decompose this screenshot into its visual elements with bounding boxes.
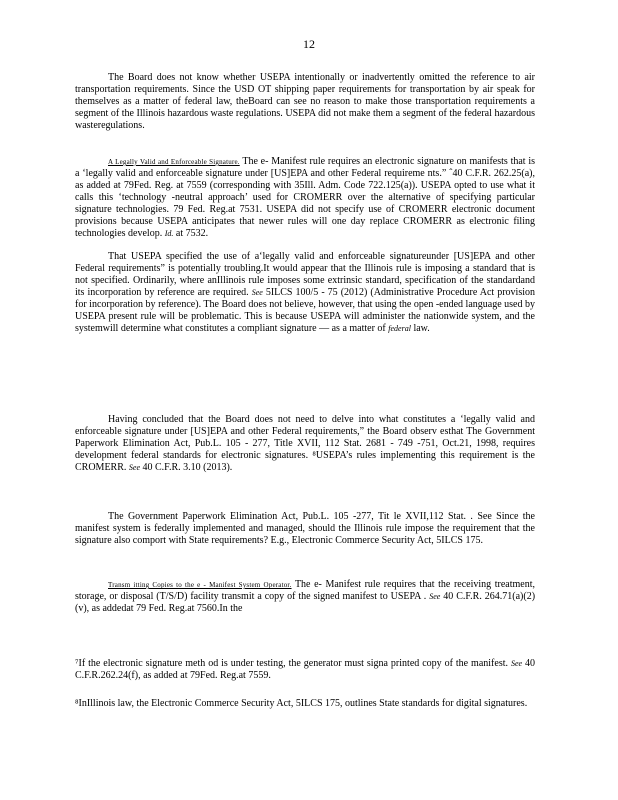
transmitting-text-b: 40 C.F.R. 264.71(a)(2)(v), as addedat 79 Fed. Reg.at 7560.In the [75, 591, 536, 614]
footnote-8: ⁸InIllinois law, the Electronic Commerce Security Act, 5ILCS 175, outlines State standards for digital signatures. [75, 698, 528, 709]
footnote-7-text-b: 40 C.F.R.262.24(f), as added at 79Fed. Reg.at 7559. [75, 658, 535, 681]
having-concluded-text-b: 40 C.F.R. 3.10 (2013). [142, 462, 233, 473]
federal-italic: federal [388, 324, 411, 333]
footnote-7 [75, 658, 535, 682]
transmitting-text-a: The e- Manifest rule requires that the receiving treatment, storage, or disposal (T/S/D) facility transmit a copy of the signed manifest to USEPA . [75, 579, 535, 602]
having-concluded-text-a: Having concluded that the Board does not need to delve into what constitutes a ‘legally valid and enforceable signature under [US]EPA and other Federal requirements,” the Board observ esthat The Government Paperwork Elimination Act, Pub.L. 105 - 277, Title XVII, 112 Stat. 2681 - 749 -751, Oct.21, 1998, requires development federal standards for electronic signatures. ⁸USEPA’s rules implementing this requirement is the CROMERR. [75, 414, 535, 473]
usepa-specified-text-a: That USEPA specified the use of a‘legally valid and enforceable signatureunder [US]EPA and other Federal requirements” is potentially troubling.It would appear that the Illinois rule is imposing a standard that is not specified. Ordinarily, where anIllinois rule imposes some extrinsic standard, specification of the standardand its incorporation by reference are required. [75, 251, 535, 298]
see-citation: See [128, 463, 141, 472]
id-citation: Id. [164, 229, 174, 238]
paragraph-air-transportation: The Board does not know whether USEPA intentionally or inadvertently omitted the reference to air transportation requirements. Since the USD OT shipping paper requirements for transportation by air speak for themselves as a matter of federal law, theBoard can see no reason to make those transportation requirements a segment of the Illinois hazardous waste regulations. USEPA did not make them a segment of the federal hazardous wasteregulations. [75, 72, 535, 131]
paragraph-having-concluded [75, 414, 535, 474]
section-heading-transmitting: Transm itting Copies to the e - Manifest System Operator. [108, 581, 292, 589]
footnote-7-text-a: ⁷If the electronic signature meth od is under testing, the generator must signa printed copy of the manifest. [75, 658, 508, 669]
paragraph-transmitting-copies [75, 579, 535, 615]
usepa-specified-text-b: 5ILCS 100/5 - 75 (2012) (Administrative Procedure Act provision for incorporation by reference). The Board does not believe, however, that using the open -ended language used by USEPA present rule will be problematic. This is because USEPA will administer the nationwide system, and the systemwill determine what constitutes a compliant signature — as a matter of [75, 287, 535, 334]
see-citation: See [510, 659, 523, 668]
paragraph-legally-valid-signature [75, 156, 535, 240]
section-heading-signature: A Legally Valid and Enforceable Signature. [108, 158, 240, 166]
page-number: 12 [303, 37, 315, 51]
signature-cite-tail: at 7532. [175, 228, 209, 239]
signature-text: The e- Manifest rule requires an electronic signature on manifests that is a ‘legally valid and enforceable signature under [US]EPA and other Federal requireme nts.” ˆ40 C.F.R. 262.25(a), as added at 79Fed. Reg. at 7559 (corresponding with 35Ill. Adm. Code 722.125(a)). USEPA opted to use what it calls this ‘technology -neutral approach’ used for CROMERR over the alternative of specifying particular signature technologies. 79 Fed. Reg.at 7531. USEPA did not specify use of CROMERR electronic document provisions because USEPA anticipates that newer rules will one day replace CROMERR as electronic filing technologies develop. [75, 156, 536, 239]
paragraph-usepa-specified [75, 251, 535, 335]
see-citation: See [251, 288, 263, 297]
see-citation: See [429, 592, 441, 601]
paragraph-paperwork-elimination: The Government Paperwork Elimination Act, Pub.L. 105 -277, Tit le XVII,112 Stat. . See Since the manifest system is federally implemented and managed, should the Illinois rule impose the requirement that the signature also comport with State requirements? E.g., Electronic Commerce Security Act, 5ILCS 175. [75, 511, 535, 546]
usepa-specified-text-c: law. [413, 323, 430, 334]
